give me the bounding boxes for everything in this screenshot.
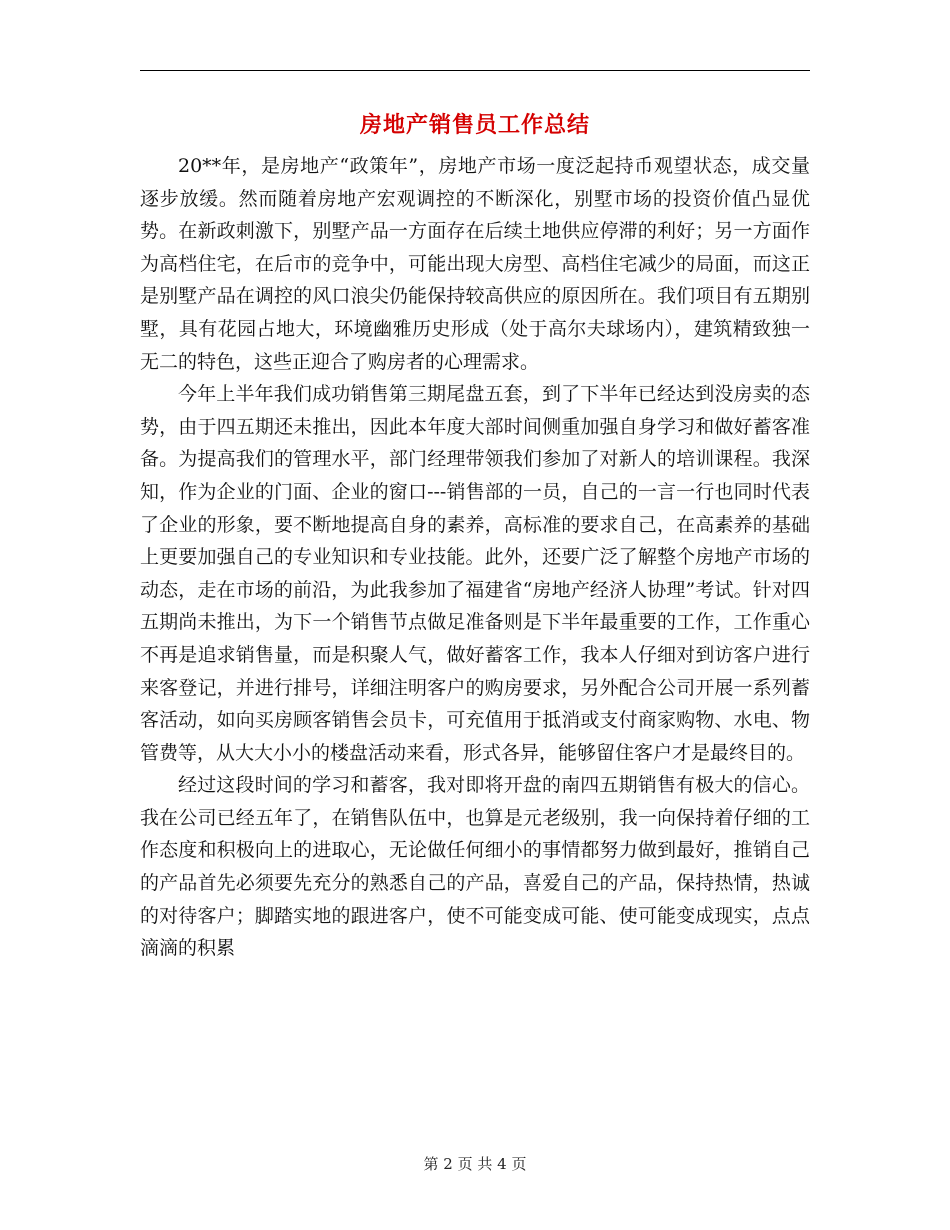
document-body — [140, 150, 810, 965]
paragraph-3: 经过这段时间的学习和蓄客，我对即将开盘的南四五期销售有极大的信心。我在公司已经五年了，在销售队伍中，也算是元老级别，我一向保持着仔细的工作态度和积极向上的进取心，无论做任何细小的事情都努力做到最好，推销自己的产品首先必须要先充分的熟悉自己的产品，喜爱自己的产品，保持热情，热诚的对待客户；脚踏实地的跟进客户，使不可能变成可能、使可能变成现实，点点滴滴的积累 — [140, 774, 810, 960]
document-title: 房地产销售员工作总结 — [359, 112, 590, 138]
paragraph-2: 今年上半年我们成功销售第三期尾盘五套，到了下半年已经达到没房卖的态势，由于四五期还未推出，因此本年度大部时间侧重加强自身学习和做好蓄客准备。为提高我们的管理水平，部门经理带领我们参加了对新人的培训课程。我深知，作为企业的门面、企业的窗口---销售部的一员，自己的一言一行也同时代表了企业的形象，要不断地提高自身的素养，高标准的要求自己，在高素养的基础上更要加强自己的专业知识和专业技能。此外，还要广泛了解整个房地产市场的动态，走在市场的前沿，为此我参加了福建省“房地产经济人协理”考试。针对四五期尚未推出，为下一个销售节点做足准备则是下半年最重要的工作，工作重心不再是追求销售量，而是积聚人气，做好蓄客工作，我本人仔细对到访客户进行来客登记，并进行排号，详细注明客户的购房要求，另外配合公司开展一系列蓄客活动，如向买房顾客销售会员卡，可充值用于抵消或支付商家购物、水电、物管费等，从大大小小的楼盘活动来看，形式各异，能够留住客户才是最终目的。 — [140, 383, 810, 764]
page-number-footer: 第 2 页 共 4 页 — [423, 1155, 527, 1173]
paragraph-1: 20**年，是房地产“政策年”，房地产市场一度泛起持币观望状态，成交量逐步放缓。然而随着房地产宏观调控的不断深化，别墅市场的投资价值凸显优势。在新政刺激下，别墅产品一方面存在后续土地供应停滞的利好；另一方面作为高档住宅，在后市的竞争中，可能出现大房型、高档住宅减少的局面，而这正是别墅产品在调控的风口浪尖仍能保持较高供应的原因所在。我们项目有五期别墅，具有花园占地大，环境幽雅历史形成（处于高尔夫球场内），建筑精致独一无二的特色，这些正迎合了购房者的心理需求。 — [140, 155, 810, 373]
header-rule — [140, 70, 810, 71]
